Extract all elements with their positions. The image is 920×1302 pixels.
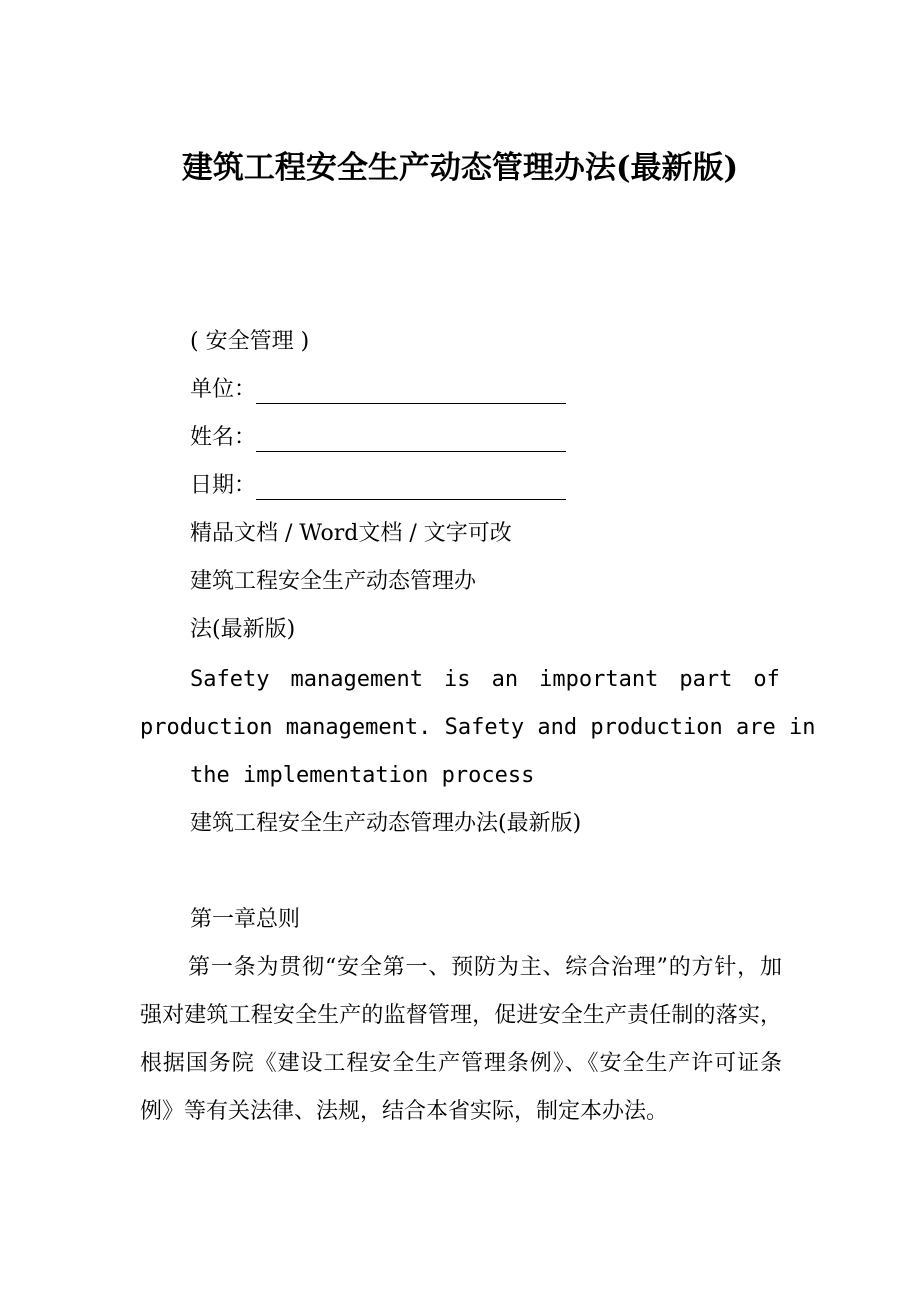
abstract-word: important [539, 667, 659, 692]
abstract-line-1 [190, 656, 780, 704]
abstract-word: is [444, 667, 471, 692]
abstract-line-2: production management. Safety and production are in [140, 715, 816, 740]
field-unit [190, 366, 566, 414]
field-date [190, 462, 566, 510]
field-name [190, 414, 566, 462]
field-date-label: 日期： [190, 473, 257, 498]
abstract-line-3: the implementation process [190, 763, 535, 788]
abstract-word: of [753, 667, 780, 692]
abstract-word: management [290, 667, 423, 692]
chapter-heading: 第一章总则 [190, 907, 301, 932]
field-unit-blank[interactable] [256, 373, 566, 404]
title-line-1: 建筑工程安全生产动态管理办 [190, 569, 477, 594]
abstract [140, 656, 816, 800]
field-unit-label: 单位： [190, 377, 257, 402]
tagline: 精品文档 / Word文档 / 文字可改 [190, 521, 512, 546]
field-date-blank[interactable] [256, 469, 566, 500]
article-1: 第一条为贯彻“安全第一、预防为主、综合治理”的方针，加强对建筑工程安全生产的监督管理，促进安全生产责任制的落实，根据国务院《建设工程安全生产管理条例》、《安全生产许可证条例》等有关法律、法规，结合本省实际，制定本办法。 [140, 955, 782, 1124]
document-title: 建筑工程安全生产动态管理办法(最新版) [181, 150, 739, 186]
field-name-blank[interactable] [256, 421, 566, 452]
abstract-word: Safety [190, 667, 270, 692]
category-label: ( 安全管理 ) [190, 329, 310, 354]
repeat-title: 建筑工程安全生产动态管理办法(最新版) [190, 811, 582, 836]
abstract-word: an [491, 667, 519, 692]
abstract-word: part [679, 667, 733, 692]
title-line-2: 法(最新版) [190, 617, 296, 642]
field-name-label: 姓名： [190, 425, 257, 450]
